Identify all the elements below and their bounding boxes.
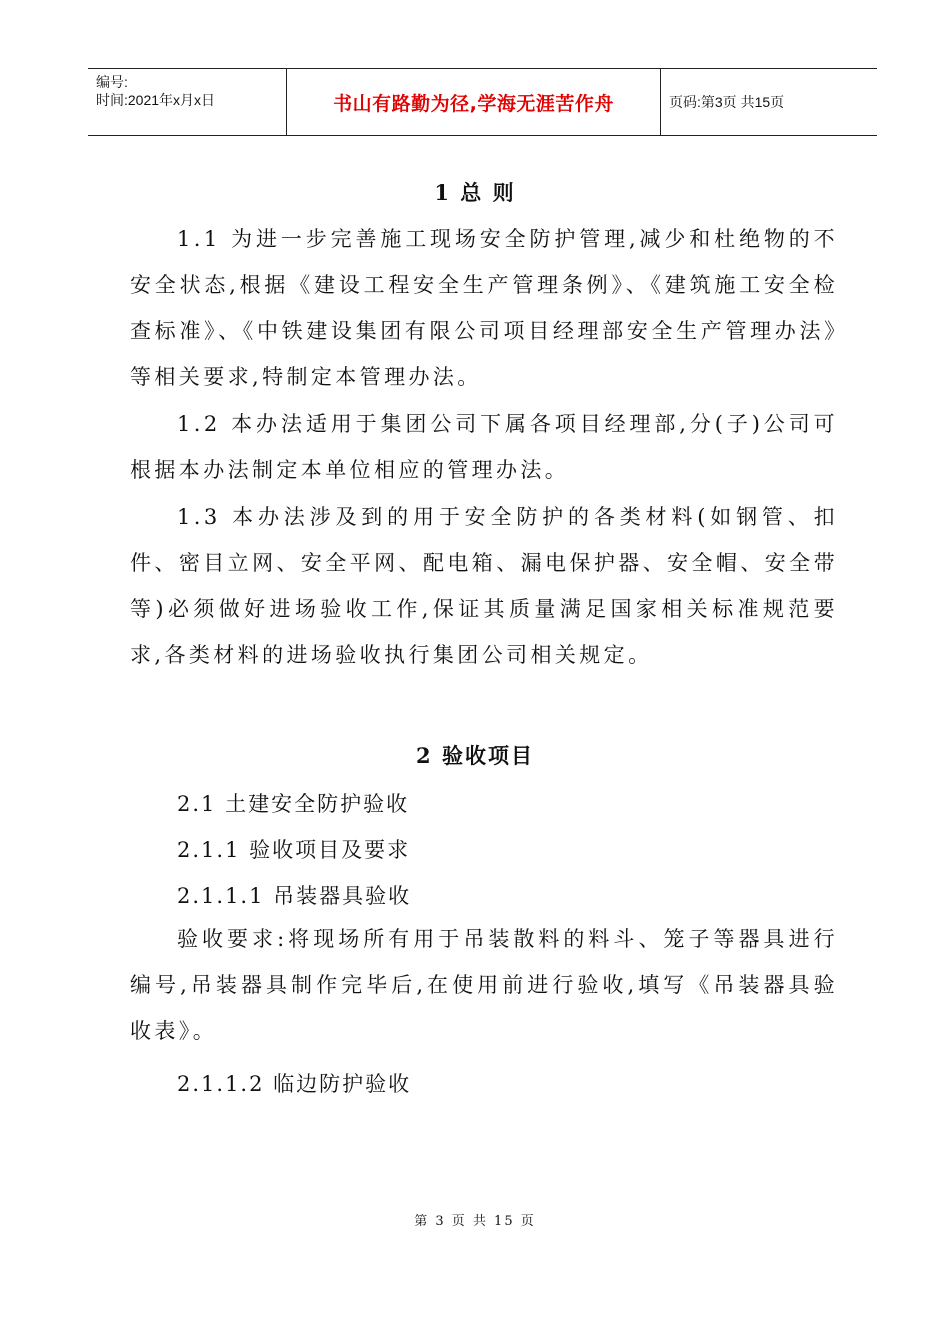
paragraph-1-3: 1.3 本办法涉及到的用于安全防护的各类材料(如钢管、扣件、密目立网、安全平网、配电箱、漏电保护器、安全帽、安全带等)必须做好进场验收工作,保证其质量满足国家相关标准规范要求,各类材料的进场验收执行集团公司相关规定。	[130, 505, 838, 667]
acceptance-requirement: 验收要求:将现场所有用于吊装散料的料斗、笼子等器具进行编号,吊装器具制作完毕后,在使用前进行验收,填写《吊装器具验收表》。	[130, 927, 838, 1043]
item-2-1: 2.1 土建安全防护验收	[177, 792, 410, 816]
header-meta	[88, 69, 287, 135]
header-page-label: 页码:第3页 共15页	[669, 94, 785, 110]
document-number-label: 编号:	[96, 74, 128, 90]
header-motto: 书山有路勤为径,学海无涯苦作舟	[287, 69, 661, 135]
item-2-1-1: 2.1.1 验收项目及要求	[177, 838, 411, 862]
paragraph-1-2: 1.2 本办法适用于集团公司下属各项目经理部,分(子)公司可根据本办法制定本单位相应的管理办法。	[130, 412, 838, 482]
section-1-title: 1 总 则	[434, 180, 516, 205]
item-2-1-1-1: 2.1.1.1 吊装器具验收	[177, 884, 412, 908]
document-header	[88, 68, 877, 136]
paragraph-1-1: 1.1 为进一步完善施工现场安全防护管理,减少和杜绝物的不安全状态,根据《建设工程安全生产管理条例》、《建筑施工安全检查标准》、《中铁建设集团有限公司项目经理部安全生产管理办法》等相关要求,特制定本管理办法。	[130, 227, 838, 389]
document-time-label: 时间:2021年x月x日	[96, 92, 216, 108]
page-footer: 第 3 页 共 15 页	[414, 1214, 536, 1229]
item-2-1-1-2: 2.1.1.2 临边防护验收	[177, 1072, 412, 1096]
section-2-title: 2 验收项目	[416, 743, 534, 768]
